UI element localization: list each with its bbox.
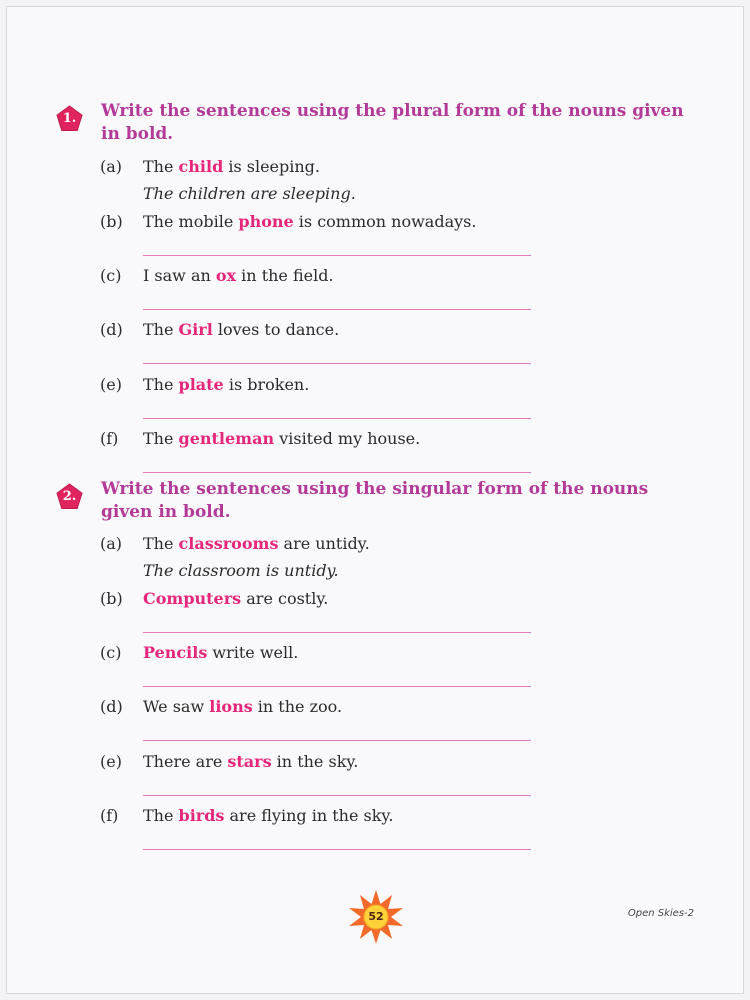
answer-line[interactable] (143, 849, 531, 850)
list-item: (e) There are stars in the sky. (100, 752, 359, 771)
answer-line[interactable] (143, 632, 531, 633)
answer-line[interactable] (143, 309, 531, 310)
list-item: (b) Computers are costly. (100, 589, 329, 608)
list-item: (d) The Girl loves to dance. (100, 320, 340, 339)
answer-line[interactable] (143, 255, 531, 256)
answer-line[interactable] (143, 686, 531, 687)
exercise-heading: Write the sentences using the singular form of the nouns given in bold. (101, 479, 649, 522)
list-item: (a) The child is sleeping. (100, 157, 321, 176)
answer-line[interactable] (143, 795, 531, 796)
answer-line[interactable] (143, 363, 531, 364)
exercise-number: 1. (62, 111, 77, 126)
list-item: (b) The mobile phone is common nowadays. (100, 212, 477, 231)
page-number: 52 (368, 910, 384, 923)
exercise-number: 2. (62, 489, 77, 504)
list-item: (d) We saw lions in the zoo. (100, 697, 343, 716)
answer-line[interactable] (143, 740, 531, 741)
list-item: (c) I saw an ox in the field. (100, 266, 334, 285)
answer-line[interactable] (143, 472, 531, 473)
book-title: Open Skies-2 (627, 908, 694, 919)
exercise-2-badge (56, 483, 83, 510)
list-item: (e) The plate is broken. (100, 375, 310, 394)
exercise-1-badge (56, 105, 83, 132)
example-answer: The classroom is untidy. (143, 561, 339, 580)
list-item: (f) The birds are flying in the sky. (100, 806, 394, 825)
example-answer: The children are sleeping. (143, 184, 356, 203)
list-item: (c) Pencils write well. (100, 643, 299, 662)
list-item: (a) The classrooms are untidy. (100, 534, 370, 553)
exercise-heading: Write the sentences using the plural form of the nouns given in bold. (101, 101, 684, 144)
answer-line[interactable] (143, 418, 531, 419)
list-item: (f) The gentleman visited my house. (100, 429, 421, 448)
